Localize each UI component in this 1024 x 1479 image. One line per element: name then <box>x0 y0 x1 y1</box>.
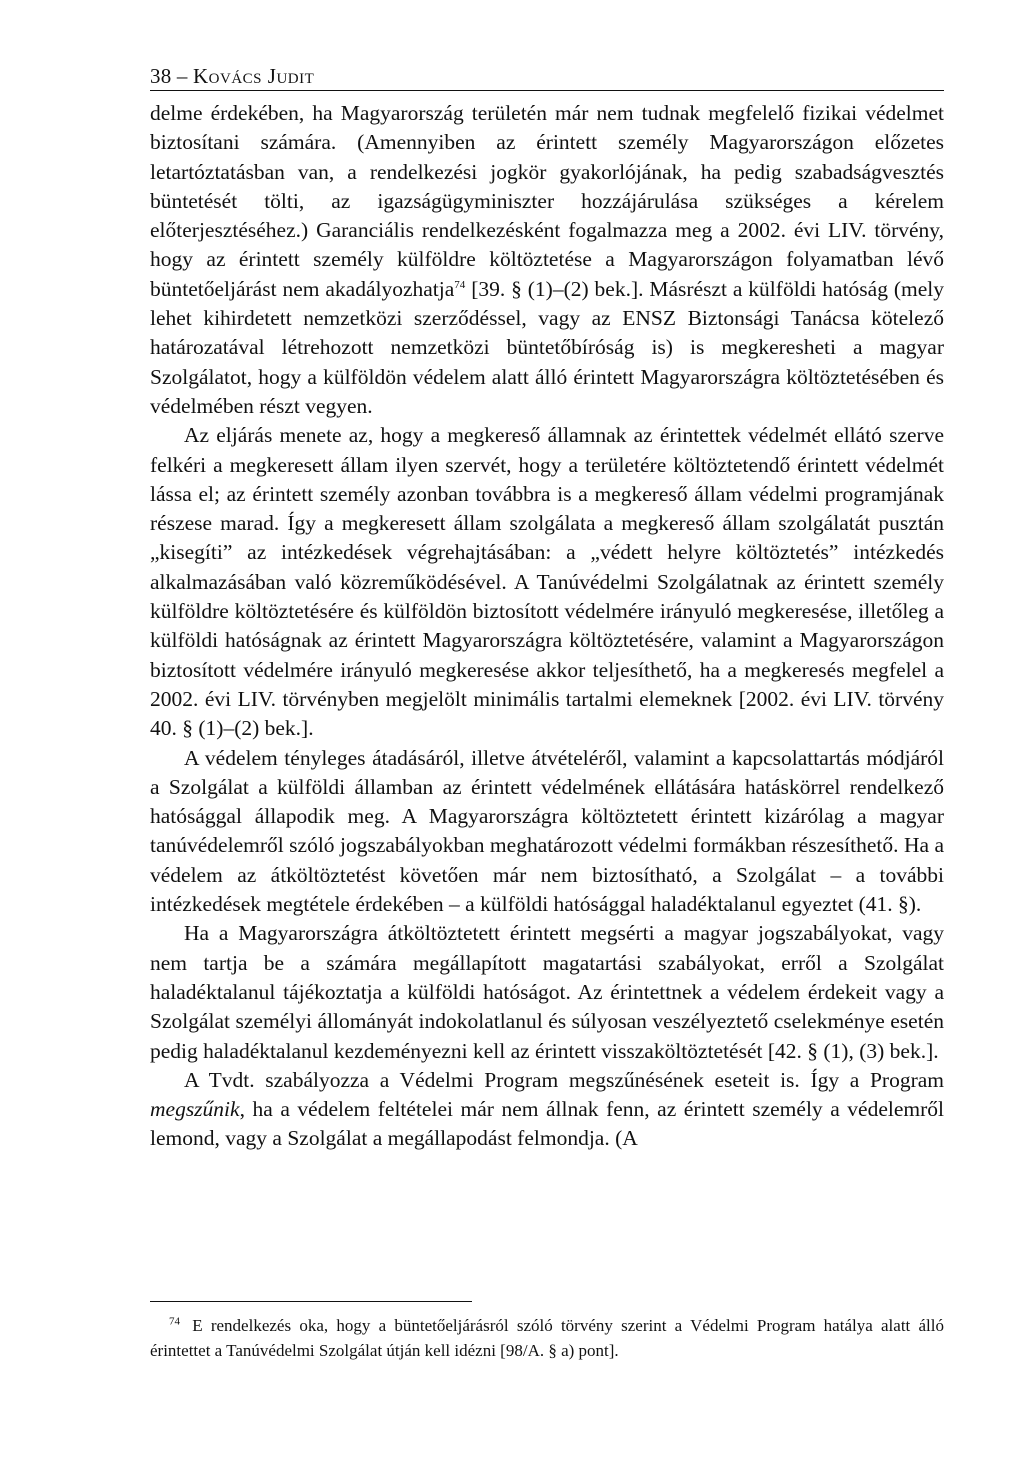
running-header <box>150 62 944 91</box>
body-text <box>150 99 944 1154</box>
footnote-reference: 74 <box>454 278 466 291</box>
footnote-text: E rendelkezés oka, hogy a büntetőeljárásról szóló törvény szerint a Védelmi Program hatálya alatt álló érintettet a Tanúvédelmi Szolgálat útján kell idézni [98/A. § a) pont]. <box>150 1316 944 1360</box>
paragraph-4: Ha a Magyarországra átköltöztetett érintett megsérti a magyar jogszabályokat, vagy nem tartja be a számára megállapított magatartási szabályokat, erről a Szolgálat haladéktalanul tájékoztatja a külföldi hatóságot. Az érintettnek a védelem érdekeit vagy a Szolgálat személyi állományát indokolatlanul és súlyosan veszélyeztető cselekménye esetén pedig haladéktalanul kezdeményezni kell az érintett visszaköltöztetését [42. § (1), (3) bek.]. <box>150 921 944 1063</box>
paragraph-1-text-a: delme érdekében, ha Magyarország területén már nem tudnak megfelelő fizikai védelmet biztosítani számára. (Amennyiben az érintett személy Magyarországon előzetes letartóztatásban van, a rendelkezési jogkör gyakorlójának, ha pedig szabadságvesztés büntetését tölti, az igazságügyminiszter hozzájárulása szükséges a kérelem előterjesztéséhez.) Garanciális rendelkezésként fogalmazza meg a 2002. évi LIV. törvény, hogy az érintett személy külföldre költöztetése a Magyarországon folyamatban lévő büntetőeljárást nem akadályozhatja <box>150 101 944 301</box>
paragraph-1-text-b: [39. § (1)–(2) bek.]. Másrészt a külföldi hatóság (mely lehet kihirdetett nemzetközi szerződéssel, vagy az ENSZ Biztonsági Tanácsa kötelező határozatával létrehozott nemzetközi büntetőbíróság is) is megkeresheti a magyar Szolgálatot, hogy a külföldön védelem alatt álló érintett Magyarországra költöztetésében és védelmében részt vegyen. <box>150 276 944 418</box>
footnote-number: 74 <box>169 1315 180 1328</box>
footnote-marker <box>150 1313 184 1338</box>
paragraph-3: A védelem tényleges átadásáról, illetve átvételéről, valamint a kapcsolattartás módjáról a Szolgálat a külföldi államban az érintett védelmének ellátására hatáskörrel rendelkező hatósággal állapodik meg. A Magyarországra költöztetett érintett kizárólag a magyar tanúvédelemről szóló jogszabályokban meghatározott védelmi formákban részesíthető. Ha a védelem az átköltöztetést követően már nem biztosítható, a Szolgálat – a további intézkedések megtétele érdekében – a külföldi hatósággal haladéktalanul egyeztet (41. §). <box>150 745 944 917</box>
header-separator: – <box>176 64 188 88</box>
paragraph-1 <box>150 99 944 421</box>
footnote-separator <box>150 1301 472 1302</box>
paragraph-5-text-b: , ha a védelem feltételei már nem állnak fenn, az érintett személy a védelemről lemond, vagy a Szolgálat a megállapodást felmondja. (A <box>150 1097 944 1151</box>
author-name: Kovács Judit <box>193 64 315 88</box>
paragraph-2: Az eljárás menete az, hogy a megkereső államnak az érintettek védelmét ellátó szerve felkéri a megkeresett állam ilyen szervét, hogy a területére költöztetendő érintett védelmét lássa el; az érintett személy azonban továbbra is a megkereső állam védelmi programjának részese marad. Így a megkeresett állam szolgálata a megkereső állam szolgálatát pusztán „kisegíti” az intézkedések végrehajtásában: a „védett helyre költöztetés” intézkedés alkalmazásában való közreműködésével. A Tanúvédelmi Szolgálatnak az érintett személy külföldre költöztetésére és külföldön biztosított védelmére irányuló megkeresése, illetőleg a külföldi hatóságnak az érintett Magyarországra költöztetésére, valamint a Magyarországon biztosított védelmére irányuló megkeresése akkor teljesíthető, ha a megkeresés megfelel a 2002. évi LIV. törvényben megjelölt minimális tartalmi elemeknek [2002. évi LIV. törvény 40. § (1)–(2) bek.]. <box>150 423 944 741</box>
paragraph-5-text-a: A Tvdt. szabályozza a Védelmi Program megszűnésének eseteit is. Így a Program <box>184 1067 944 1092</box>
page <box>150 62 944 1154</box>
page-number: 38 <box>150 64 172 88</box>
footnote <box>150 1313 944 1363</box>
emphasized-term: megszűnik <box>150 1097 240 1122</box>
paragraph-5 <box>150 1066 944 1154</box>
